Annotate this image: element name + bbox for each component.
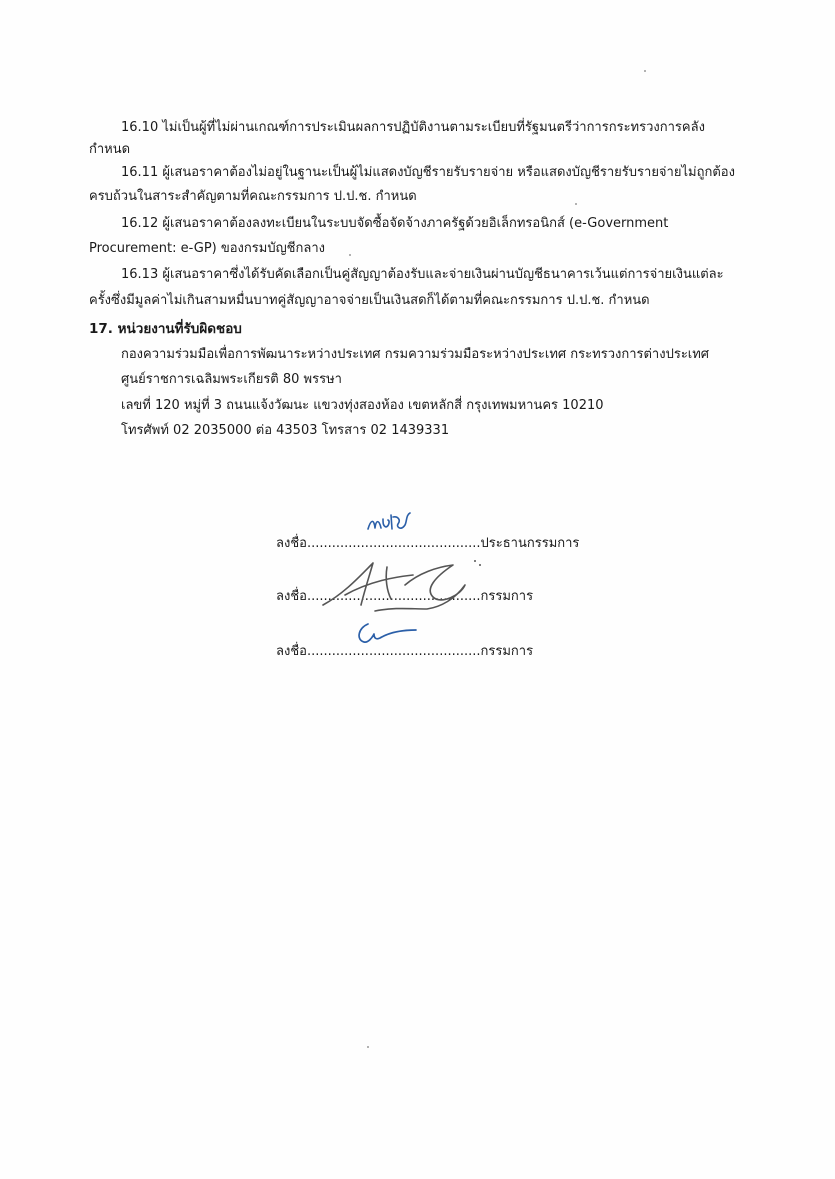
signature-prefix: ลงชื่อ	[276, 644, 307, 659]
signature-prefix: ลงชื่อ	[276, 589, 307, 604]
handwritten-signature-3	[352, 620, 422, 650]
signature-role: กรรมการ	[480, 644, 534, 659]
clause-16-13-line-1: 16.13 ผู้เสนอราคาซึ่งได้รับคัดเลือกเป็นคู่สัญญาต้องรับและจ่ายเงินผ่านบัญชีธนาคารเว้นแต่การจ่ายเงินแต่ละ	[121, 267, 724, 282]
clause-16-11-line-2: ครบถ้วนในสาระสำคัญตามที่คณะกรรมการ ป.ป.ช. กำหนด	[89, 189, 417, 204]
clause-16-10-line-2: กำหนด	[89, 142, 131, 157]
contact-line: โทรศัพท์ 02 2035000 ต่อ 43503 โทรสาร 02 1439331	[121, 423, 450, 438]
signature-dots: ..........................................	[306, 536, 481, 551]
clause-16-12-line-2: Procurement: e-GP) ของกรมบัญชีกลาง	[89, 241, 325, 256]
clause-16-12-line-1: 16.12 ผู้เสนอราคาต้องลงทะเบียนในระบบจัดซื้อจัดจ้างภาครัฐด้วยอิเล็กทรอนิกส์ (e-Government	[121, 216, 669, 231]
signature-role: กรรมการ	[480, 589, 534, 604]
address-line: เลขที่ 120 หมู่ที่ 3 ถนนแจ้งวัฒนะ แขวงทุ่งสองห้อง เขตหลักสี่ กรุงเทพมหานคร 10210	[121, 398, 604, 413]
signature-role: ประธานกรรมการ	[480, 536, 580, 551]
scan-speck	[367, 1046, 369, 1048]
handwritten-signature-1	[365, 507, 425, 537]
section-17-heading: 17. หน่วยงานที่รับผิดชอบ	[89, 321, 242, 337]
signature-dots: ..........................................	[306, 644, 481, 659]
signature-row-chairman	[276, 535, 579, 553]
handwritten-signature-2	[315, 555, 485, 615]
scan-speck	[575, 203, 577, 205]
clause-16-11-line-1: 16.11 ผู้เสนอราคาต้องไม่อยู่ในฐานะเป็นผู้ไม่แสดงบัญชีรายรับรายจ่าย หรือแสดงบัญชีรายรับรายจ่ายไม่ถูกต้อง	[121, 165, 735, 180]
clause-16-13-line-2: ครั้งซึ่งมีมูลค่าไม่เกินสามหมื่นบาทคู่สัญญาอาจจ่ายเป็นเงินสดก็ได้ตามที่คณะกรรมการ ป.ป.ช. กำหนด	[89, 293, 650, 308]
signature-dots: ..........................................	[306, 589, 481, 604]
office-name: ศูนย์ราชการเฉลิมพระเกียรติ 80 พรรษา	[121, 372, 342, 387]
signature-prefix: ลงชื่อ	[276, 536, 307, 551]
scan-speck	[349, 254, 351, 256]
department-name: กองความร่วมมือเพื่อการพัฒนาระหว่างประเทศ กรมความร่วมมือระหว่างประเทศ กระทรวงการต่างประเทศ	[121, 347, 710, 362]
clause-16-10-line-1: 16.10 ไม่เป็นผู้ที่ไม่ผ่านเกณฑ์การประเมินผลการปฏิบัติงานตามระเบียบที่รัฐมนตรีว่าการกระทรวงการคลัง	[121, 120, 705, 135]
scan-speck	[644, 70, 646, 72]
